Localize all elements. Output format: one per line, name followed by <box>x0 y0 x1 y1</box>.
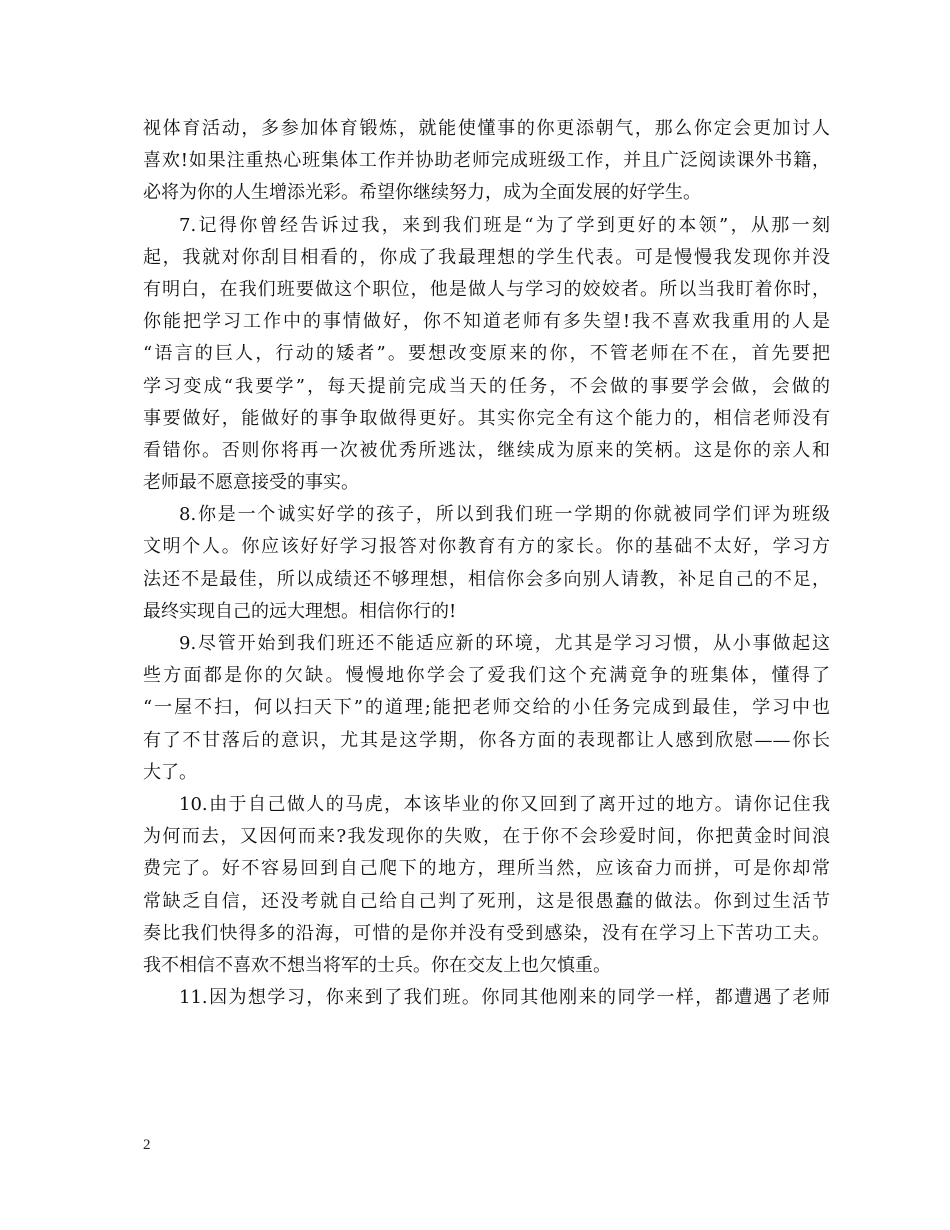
text-line: 常缺乏自信，还没考就自己给自己判了死刑，这是很愚蠢的做法。你到过生活节 <box>143 890 830 912</box>
paragraph <box>143 628 830 789</box>
text-line: 些方面都是你的欠缺。慢慢地你学会了爱我们这个充满竟争的班集体，懂得了 <box>143 665 830 687</box>
text-line: 文明个人。你应该好好学习报答对你教育有方的家长。你的基础不太好，学习方 <box>143 536 830 558</box>
paragraph <box>143 789 830 982</box>
text-line: 9.尽管开始到我们班还不能适应新的环境，尤其是学习习惯，从小事做起这 <box>179 633 830 654</box>
text-line: 事要做好，能做好的事争取做得更好。其实你完全有这个能力的，相信老师没有 <box>143 407 830 429</box>
text-line: 11.因为想学习，你来到了我们班。你同其他刚来的同学一样，都遭遇了老师 <box>179 987 830 1009</box>
text-line: 学习变成“我要学”，每天提前完成当天的任务，不会做的事要学会做，会做的 <box>143 375 830 397</box>
text-line: 必将为你的人生增添光彩。希望你继续努力，成为全面发展的好学生。 <box>143 182 701 204</box>
text-line: 8.你是一个诚实好学的孩子，所以到我们班一学期的你就被同学们评为班级 <box>179 504 830 526</box>
text-line: 你能把学习工作中的事情做好，你不知道老师有多失望!我不喜欢我重用的人是 <box>143 311 830 333</box>
paragraph <box>143 499 830 628</box>
text-line: 奏比我们快得多的沿海，可惜的是你并没有受到感染，没有在学习上下苦功工夫。 <box>143 922 830 944</box>
text-line: 法还不是最佳，所以成绩还不够理想，相信你会多向别人请教，补足自己的不足， <box>143 568 830 590</box>
text-line: “语言的巨人，行动的矮者”。要想改变原来的你，不管老师在不在，首先要把 <box>143 343 830 365</box>
text-line: “一屋不扫，何以扫天下”的道理;能把老师交给的小任务完成到最佳，学习中也 <box>143 697 830 719</box>
page-number: 2 <box>143 1137 151 1153</box>
text-line: 看错你。否则你将再一次被优秀所逃汰，继续成为原来的笑柄。这是你的亲人和 <box>143 439 830 461</box>
paragraph <box>143 113 830 210</box>
paragraph <box>143 982 830 1014</box>
text-line: 我不相信不喜欢不想当将军的士兵。你在交友上也欠慎重。 <box>143 954 611 976</box>
paragraph <box>143 210 830 500</box>
text-line: 有明白，在我们班要做这个职位，他是做人与学习的姣姣者。所以当我盯着你时， <box>143 278 830 300</box>
text-line: 起，我就对你刮目相看的，你成了我最理想的学生代表。可是慢慢我发现你并没 <box>143 246 830 268</box>
text-line: 费完了。好不容易回到自己爬下的地方，理所当然，应该奋力而拼，可是你却常 <box>143 858 830 880</box>
text-line: 7.记得你曾经告诉过我，来到我们班是“为了学到更好的本领”，从那一刻 <box>179 214 830 236</box>
text-line: 最终实现自己的远大理想。相信你行的! <box>143 600 457 622</box>
text-line: 老师最不愿意接受的事实。 <box>143 472 359 494</box>
text-line: 视体育活动，多参加体育锻炼，就能使懂事的你更添朝气，那么你定会更加讨人 <box>143 118 830 139</box>
body-text <box>143 113 830 1014</box>
text-line: 10.由于自己做人的马虎，本该毕业的你又回到了离开过的地方。请你记住我 <box>179 793 830 815</box>
text-line: 有了不甘落后的意识，尤其是这学期，你各方面的表现都让人感到欣慰——你长 <box>143 729 830 751</box>
text-line: 喜欢!如果注重热心班集体工作并协助老师完成班级工作，并且广泛阅读课外书籍， <box>143 150 830 172</box>
text-line: 为何而去，又因何而来?我发现你的失败，在于你不会珍爱时间，你把黄金时间浪 <box>143 826 830 848</box>
text-line: 大了。 <box>143 761 197 783</box>
